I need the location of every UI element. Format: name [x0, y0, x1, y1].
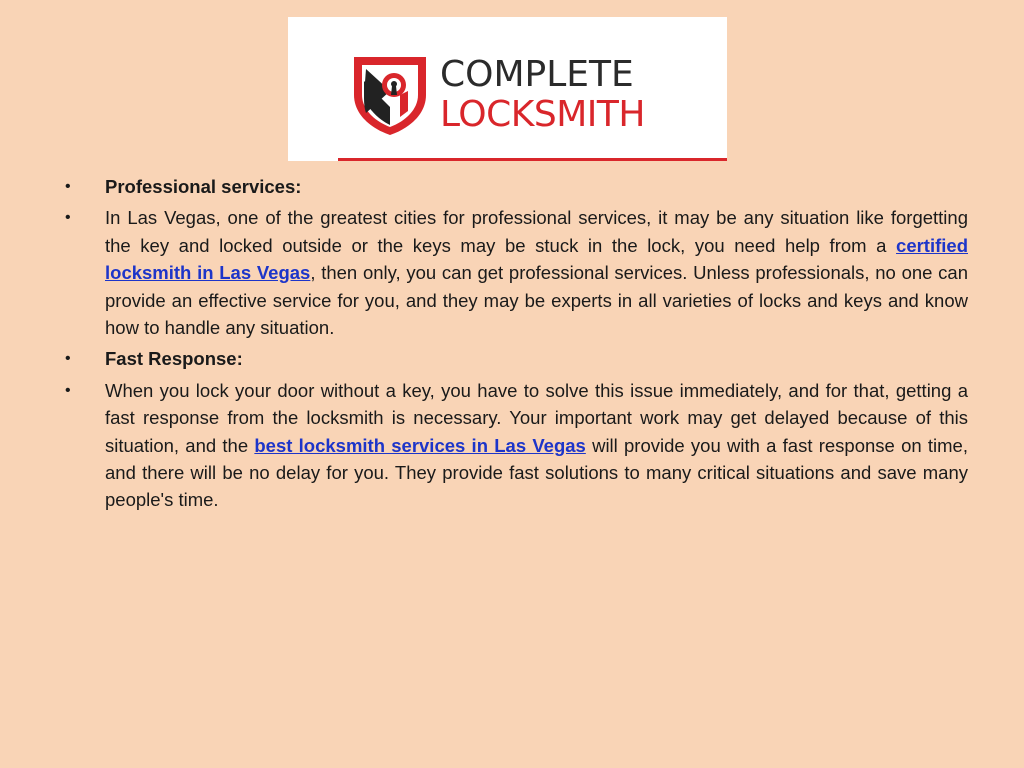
logo-wordmark — [440, 54, 645, 135]
logo-line1: COMPLETE — [440, 54, 634, 95]
logo-underline — [338, 158, 727, 161]
content-body — [56, 173, 968, 518]
best-locksmith-services-link[interactable]: best locksmith services in Las Vegas — [254, 434, 586, 456]
logo — [288, 17, 727, 161]
shield-keyhole-icon — [350, 51, 430, 137]
certified-locksmith-link[interactable]: certified locksmith in Las Vegas — [105, 234, 968, 284]
list-item-paragraph — [56, 204, 968, 341]
paragraph-text-end: , then only, you can get professional services. Unless professionals, no one can provide an effective service for you, and they may be experts in all varieties of locks and keys and know how to handle any situation. — [105, 262, 968, 339]
section-heading: Professional services: — [105, 176, 302, 197]
bullet-dot: • — [65, 178, 71, 195]
list-item-heading-professional — [56, 173, 968, 200]
bullet-list — [56, 173, 968, 514]
bullet-dot: • — [65, 381, 71, 399]
paragraph-text-end: will provide you with a fast response on time, and there will be no delay for you. They provide fast solutions to many critical situations and save many people's time. — [105, 434, 968, 511]
paragraph-text-start: When you lock your door without a key, you have to solve this issue immediately, and for that, getting a fast response from the locksmith is necessary. Your important work may get delayed because of this situation, and the — [105, 379, 968, 456]
logo-line2: LOCKSMITH — [440, 94, 645, 135]
list-item-paragraph — [56, 377, 968, 514]
paragraph-text-start: In Las Vegas, one of the greatest cities for professional services, it may be any situation like forgetting the key and locked outside or the keys may be stuck in the lock, you need help from a — [105, 207, 968, 256]
bullet-dot: • — [65, 209, 71, 227]
bullet-dot: • — [65, 350, 71, 368]
list-item-heading-fast-response — [56, 345, 968, 372]
section-heading: Fast Response: — [105, 348, 243, 370]
